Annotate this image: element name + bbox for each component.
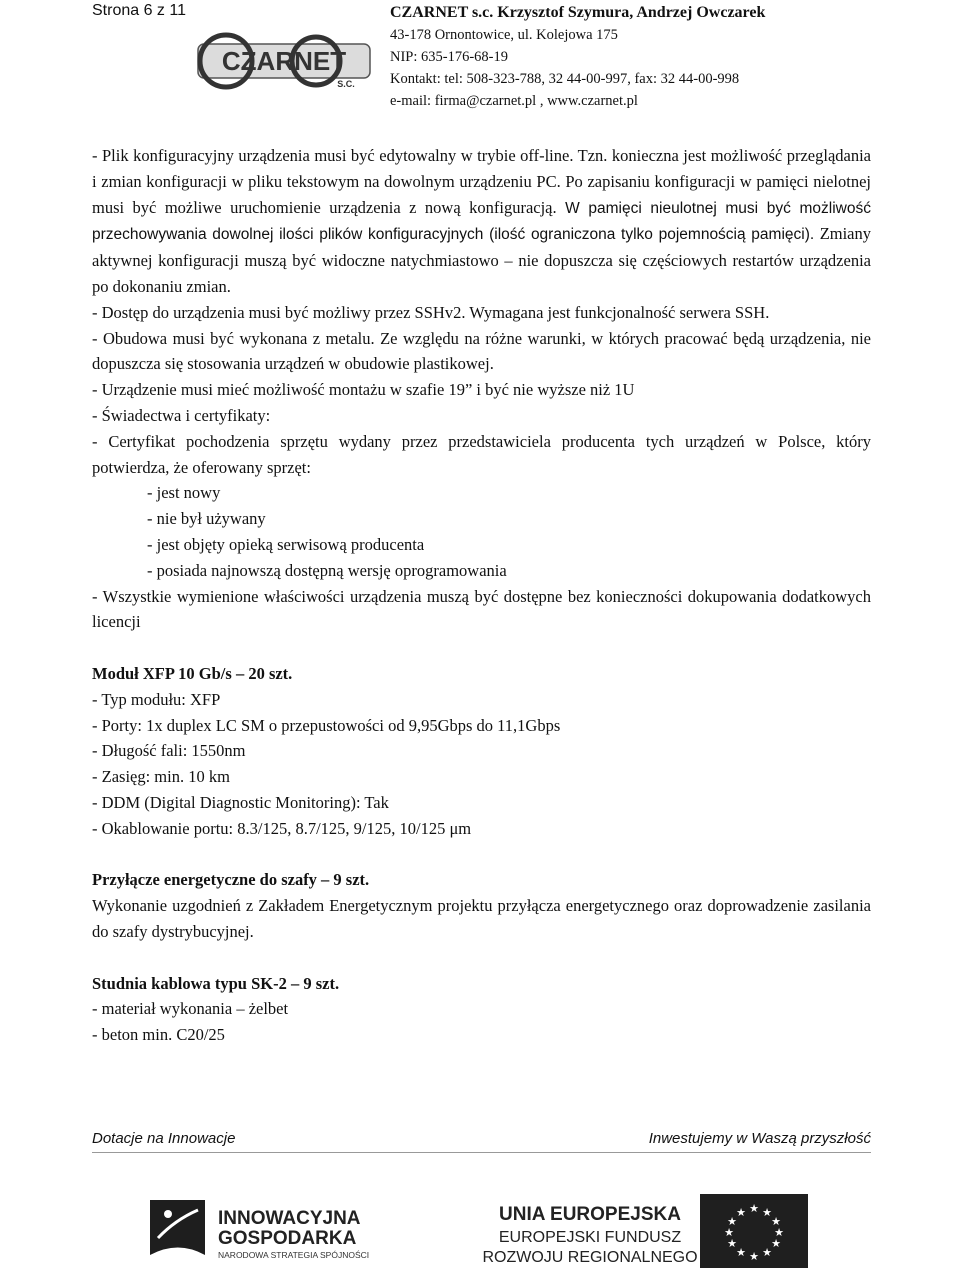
ig-line1: INNOWACYJNA	[218, 1208, 361, 1229]
certificates-heading: - Świadectwa i certyfikaty:	[92, 405, 271, 425]
svg-text:★: ★	[762, 1206, 772, 1219]
svg-text:★: ★	[771, 1237, 781, 1250]
company-contact: Kontakt: tel: 508-323-788, 32 44-00-997, fax: 32 44-00-998	[390, 71, 740, 87]
xfp-spec-item: - Długość fali: 1550nm	[92, 741, 246, 761]
ssh-paragraph: - Dostęp do urządzenia musi być możliwy przez SSHv2. Wymagana jest funkcjonalność serwera SSH.	[92, 302, 770, 322]
case-metal-text: - Obudowa musi być wykonana z metalu.	[92, 328, 375, 348]
svg-text:★: ★	[774, 1226, 784, 1239]
case-plastic-text: Ze względu na różne warunki, w których pracować będą urządzenia, nie dopuszcza się stosowania urządzeń w obudowie plastikowej.	[92, 328, 871, 374]
well-spec-item: - beton min. C20/25	[92, 1025, 225, 1045]
svg-text:★: ★	[771, 1215, 781, 1228]
svg-text:★: ★	[727, 1237, 737, 1250]
logo-text: CZARNET	[221, 46, 347, 76]
czarnet-logo	[196, 30, 372, 90]
xfp-spec-item: - Okablowanie portu: 8.3/125, 8.7/125, 9/125, 10/125 μm	[92, 818, 472, 838]
config-paragraph	[92, 143, 871, 300]
config-offline-text: - Plik konfiguracyjny urządzenia musi być edytowalny w trybie off-line. Tzn. konieczna jest możliwość przeglądania i zmian konfiguracji w pliku tekstowym na dowolnym urządzeniu PC. Po zapisaniu konfiguracji w pamięci nielotnej musi być możliwe uruchomienie urządzenia z nową konfiguracją.	[92, 146, 871, 217]
footer-divider	[92, 1152, 871, 1153]
certificate-paragraph: - Certyfikat pochodzenia sprzętu wydany przez przedstawiciela producenta tych urządzeń w Polsce, który potwierdza, że oferowany sprzęt:	[92, 431, 871, 477]
page-number: Strona 6 z 11	[92, 2, 186, 19]
document-body	[92, 143, 871, 1048]
case-paragraph	[92, 326, 871, 378]
eu-line1: UNIA EUROPEJSKA	[499, 1204, 681, 1225]
well-spec-item: - materiał wykonania – żelbet	[92, 999, 289, 1019]
config-changes-text: Zmiany aktywnej konfiguracji muszą być widoczne natychmiastowo – nie dopuszcza się częściowych restartów urządzenia po dokonaniu zmian.	[92, 224, 872, 296]
list-item: - jest nowy	[147, 483, 221, 503]
eu-flag-icon	[700, 1194, 808, 1268]
list-item: - jest objęty opieką serwisową producenta	[147, 534, 425, 554]
footer-left-text: Dotacje na Innowacje	[92, 1130, 236, 1147]
funding-logos	[0, 1180, 960, 1280]
list-item: - nie był używany	[147, 509, 266, 529]
xfp-spec-item: - Typ modułu: XFP	[92, 689, 221, 709]
list-item: - posiada najnowszą dostępną wersję oprogramowania	[147, 560, 507, 580]
ig-line3: NARODOWA STRATEGIA SPÓJNOŚCI	[218, 1250, 370, 1260]
eu-line3: ROZWOJU REGIONALNEGO	[482, 1249, 698, 1266]
svg-text:★: ★	[736, 1246, 746, 1259]
well-section-title: Studnia kablowa typu SK-2 – 9 szt.	[92, 973, 340, 993]
logo-subtext: S.C.	[337, 79, 355, 89]
footer-right-text: Inwestujemy w Waszą przyszłość	[648, 1130, 871, 1147]
svg-text:★: ★	[736, 1206, 746, 1219]
xfp-spec-item: - Zasięg: min. 10 km	[92, 767, 230, 787]
svg-text:★: ★	[724, 1226, 734, 1239]
company-email: e-mail: firma@czarnet.pl , www.czarnet.pl	[390, 93, 638, 109]
svg-text:★: ★	[749, 1202, 759, 1215]
xfp-section-title: Moduł XFP 10 Gb/s – 20 szt.	[92, 663, 293, 683]
company-name: CZARNET s.c. Krzysztof Szymura, Andrzej Owczarek	[390, 4, 766, 21]
eu-fund-text	[482, 1204, 697, 1266]
ig-line2: GOSPODARKA	[218, 1228, 357, 1249]
licenses-paragraph: - Wszystkie wymienione właściwości urządzenia muszą być dostępne bez konieczności dokupowania dodatkowych licencji	[92, 586, 871, 632]
svg-text:★: ★	[762, 1246, 772, 1259]
xfp-spec-item: - Porty: 1x duplex LC SM o przepustowości od 9,95Gbps do 11,1Gbps	[92, 715, 561, 735]
svg-text:★: ★	[749, 1250, 759, 1263]
config-memory-text: W pamięci nieulotnej musi być możliwość przechowywania dowolnej ilości plików konfiguracyjnych (ilość ograniczona tylko pojemnością pamięci).	[92, 199, 871, 244]
company-info	[390, 2, 765, 112]
xfp-spec-item: - DDM (Digital Diagnostic Monitoring): Tak	[92, 792, 389, 812]
rack-paragraph: - Urządzenie musi mieć możliwość montażu w szafie 19” i być nie wyższe niż 1U	[92, 380, 635, 400]
company-nip: NIP: 635-176-68-19	[390, 49, 509, 65]
eu-line2: EUROPEJSKI FUNDUSZ	[498, 1229, 682, 1246]
energy-paragraph: Wykonanie uzgodnień z Zakładem Energetycznym projektu przyłącza energetycznego oraz doprowadzenie zasilania do szafy dystrybucyjnej.	[92, 896, 871, 941]
energy-section-title: Przyłącze energetyczne do szafy – 9 szt.	[92, 870, 370, 890]
company-address: 43-178 Ornontowice, ul. Kolejowa 175	[390, 27, 618, 43]
innowacyjna-gospodarka-logo	[150, 1200, 369, 1260]
svg-text:★: ★	[727, 1215, 737, 1228]
